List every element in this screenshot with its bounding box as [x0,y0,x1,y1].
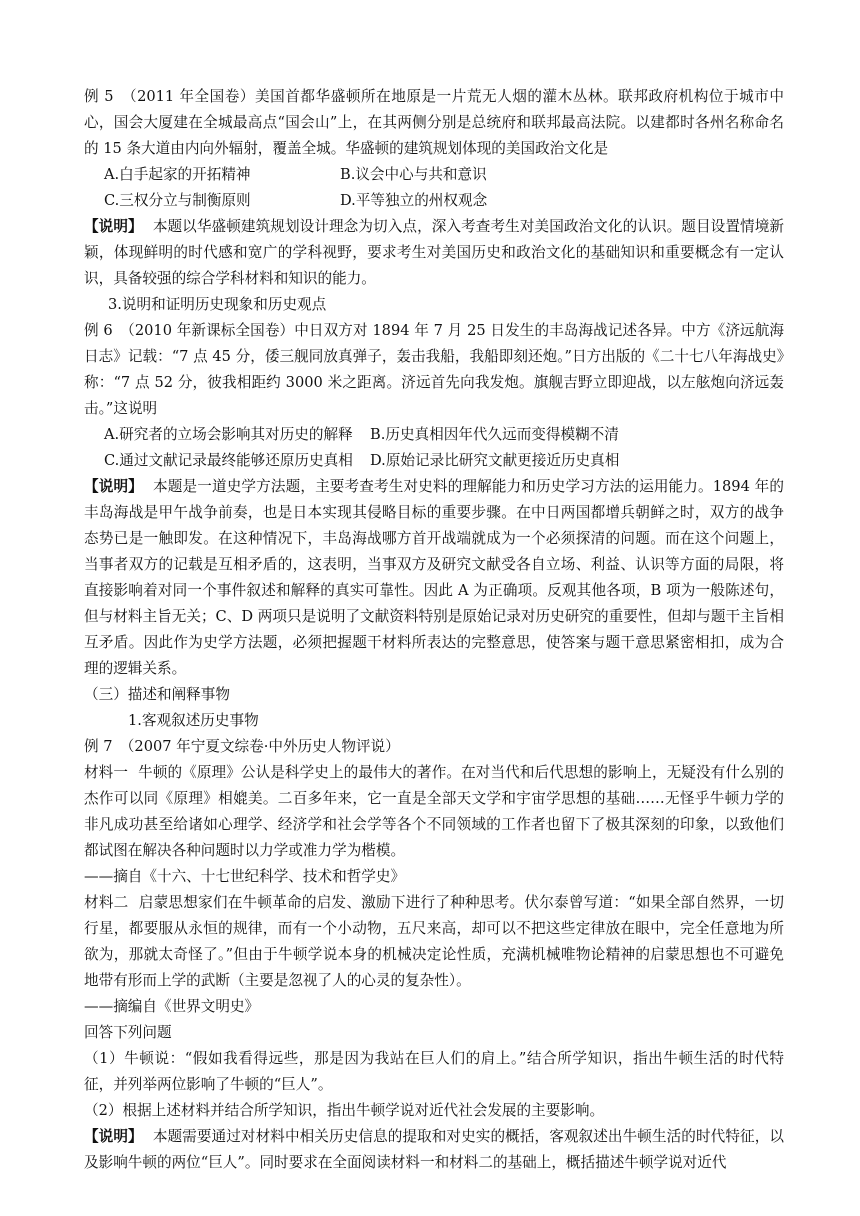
option-d: D.平等独立的州权观念 [340,192,488,209]
material-1-text: 牛顿的《原理》公认是科学史上的最伟大的著作。在对当代和后代思想的影响上，无疑没有什么别的杰作可以同《原理》相媲美。二百多年来，它一直是全部天文学和宇宙学思想的基础……无怪乎牛顿力学的非凡成功甚至给诸如心理学、经济学和社会学等各个不同领域的工作者也留下了极其深刻的印象，以致他们都试图在解决各种问题时以力学或准力学为楷模。 [84,764,784,859]
subheading-1: 1.客观叙述历史事物 [128,712,259,729]
section-heading-3: （三）描述和阐释事物 [84,686,230,703]
example-7-explanation [84,1124,784,1176]
question-prompt: 回答下列问题 [84,1024,172,1041]
example-6-options-row-2 [84,448,784,474]
option-b: B.历史真相因年代久远而变得模糊不清 [370,426,619,443]
option-a: A.白手起家的开拓精神 [104,166,251,183]
example-6-explanation [84,474,784,682]
material-2-source: ——摘编自《世界文明史》 [84,998,260,1015]
example-5-options-row-2 [84,188,784,214]
example-5-explanation [84,214,784,292]
material-2-text: 启蒙思想家们在牛顿革命的启发、激励下进行了种种思考。伏尔泰曾写道：“如果全部自然界，一切行星，都要服从永恒的规律，而有一个小动物，五尺来高，却可以不把这些定律放在眼中，完全任意地为所欲为，那就太奇怪了。”但由于牛顿学说本身的机械决定论性质，充满机械唯物论精神的启蒙思想也不可避免地带有形而上学的武断（主要是忽视了人的心灵的复杂性）。 [84,894,784,989]
material-2 [84,890,784,994]
example-7-heading: 例 7 （2007 年宁夏文综卷·中外历史人物评说） [84,738,400,755]
document-page [84,84,784,1176]
example-5-stem [84,84,784,162]
explanation-label: 【说明】 [84,1128,143,1145]
explanation-text: 本题是一道史学方法题，主要考查考生对史料的理解能力和历史学习方法的运用能力。1894 年的丰岛海战是甲午战争前奏，也是日本实现其侵略目标的重要步骤。在中日两国都增兵朝鲜之时，双方的战争态势已是一触即发。在这种情况下，丰岛海战哪方首开战端就成为一个必须探清的问题。而在这个问题上，当事者双方的记载是互相矛盾的，这表明，当事双方及研究文献受各自立场、利益、认识等方面的局限，将直接影响着对同一个事件叙述和解释的真实可靠性。因此 A 为正确项。反观其他各项，B 项为一般陈述句，但与材料主旨无关；C、D 两项只是说明了文献资料特别是原始记录对历史研究的重要性，但却与题干主旨相互矛盾。因此作为史学方法题，必须把握题干材料所表达的完整意思，使答案与题干意思紧密相扣，成为合理的逻辑关系。 [84,478,784,677]
option-b: B.议会中心与共和意识 [340,166,487,183]
option-c: C.三权分立与制衡原则 [104,192,251,209]
example-5-options-row-1 [84,162,784,188]
option-d: D.原始记录比研究文献更接近历史真相 [370,452,620,469]
question-2: （2）根据上述材料并结合所学知识，指出牛顿学说对近代社会发展的主要影响。 [84,1102,605,1119]
material-1 [84,760,784,864]
question-1: （1）牛顿说：“假如我看得远些，那是因为我站在巨人们的肩上。”结合所学知识，指出牛顿生活的时代特征，并列举两位影响了牛顿的“巨人”。 [84,1050,784,1093]
example-6-heading: 例 6 （2010 年新课标全国卷） [84,322,295,339]
example-6-text: 中日双方对 1894 年 7 月 25 日发生的丰岛海战记述各异。中方《济远航海日志》记载：“7 点 45 分，倭三舰同放真弹子，轰击我船，我船即刻还炮。”日方出版的《二十七八年海战史》称：“7 点 52 分，彼我相距约 3000 米之距离。济远首先向我发炮。旗舰吉野立即迎战，以左舷炮向济远轰击。”这说明 [84,322,784,417]
example-6-options-row-1 [84,422,784,448]
subheading-3: 3.说明和证明历史现象和历史观点 [108,296,327,313]
explanation-label: 【说明】 [84,218,143,235]
example-5-heading: 例 5 （2011 年全国卷） [84,88,256,105]
material-2-label: 材料二 [84,894,129,911]
example-6-stem [84,318,784,422]
explanation-text: 本题以华盛顿建筑规划设计理念为切入点，深入考查考生对美国政治文化的认识。题目设置情境新颖，体现鲜明的时代感和宽广的学科视野，要求考生对美国历史和政治文化的基础知识和重要概念有一定认识，具备较强的综合学科材料和知识的能力。 [84,218,784,287]
option-c: C.通过文献记录最终能够还原历史真相 [104,452,353,469]
option-a: A.研究者的立场会影响其对历史的解释 [104,426,353,443]
example-5-text: 美国首都华盛顿所在地原是一片荒无人烟的灌木丛林。联邦政府机构位于城市中心，国会大厦建在全城最高点“国会山”上，在其两侧分别是总统府和联邦最高法院。以建都时各州名称命名的 15 条大道由内向外辐射，覆盖全城。华盛顿的建筑规划体现的美国政治文化是 [84,88,785,157]
explanation-label: 【说明】 [84,478,143,495]
material-1-label: 材料一 [84,764,129,781]
material-1-source: ——摘自《十六、十七世纪科学、技术和哲学史》 [84,868,406,885]
explanation-text: 本题需要通过对材料中相关历史信息的提取和对史实的概括，客观叙述出牛顿生活的时代特征，以及影响牛顿的两位“巨人”。同时要求在全面阅读材料一和材料二的基础上，概括描述牛顿学说对近代 [84,1128,784,1171]
